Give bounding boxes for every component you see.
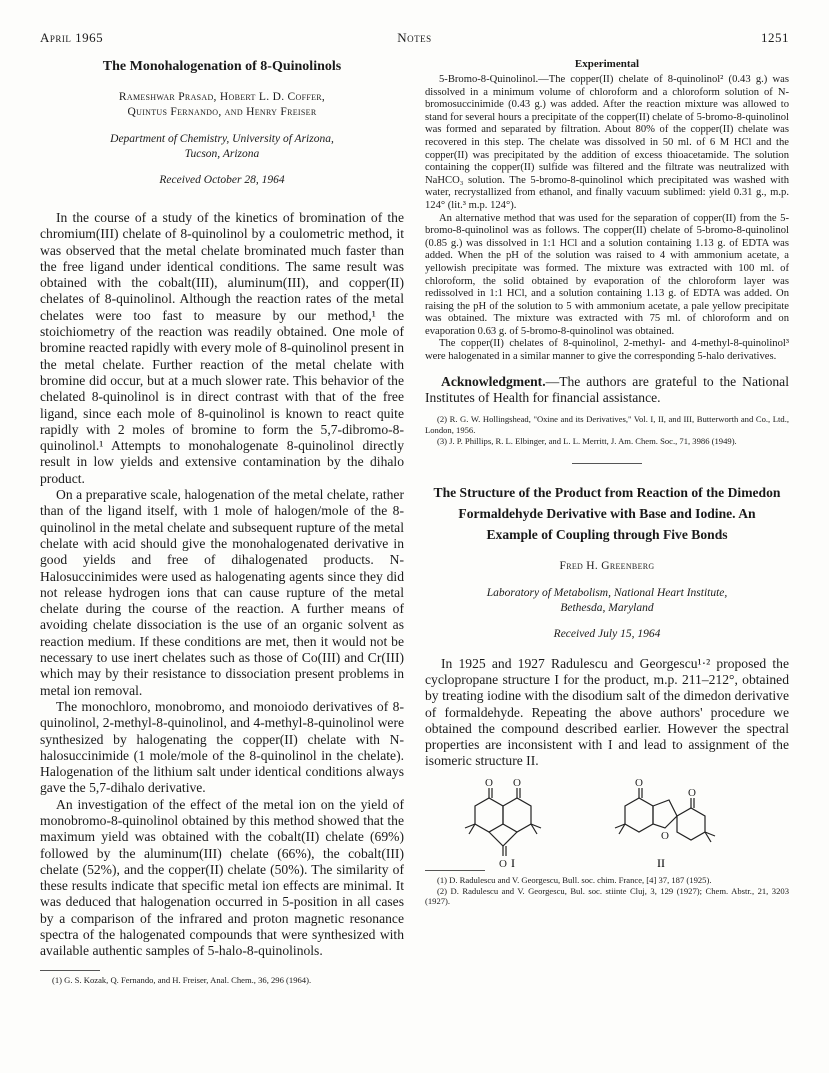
page-number: 1251 — [761, 30, 789, 45]
experimental-body — [425, 74, 789, 364]
running-header-date: April 1965 — [40, 30, 104, 45]
structure-label-I: I — [511, 855, 515, 868]
article-title: The Monohalogenation of 8-Quinolinols — [102, 59, 342, 74]
oxygen-label: O — [499, 857, 507, 868]
paragraph: The copper(II) chelates of 8-quinolinol, 2-methyl- and 4-methyl-8-quinolinol³ were halogenated in a similar manner to give the corresponding 5-halo derivatives. — [425, 338, 789, 363]
acknowledgment-text: —The authors are grateful to the National Institutes of Health for financial assistance. — [425, 373, 789, 405]
affiliation-line: Department of Chemistry, University of Arizona, — [110, 133, 334, 145]
chemical-structures-diagram — [425, 776, 789, 868]
paragraph: 5-Bromo-8-Quinolinol.—The copper(II) chelate of 8-quinolinol² (0.43 g.) was dissolved in a minimum volume of chloroform and a chloroform solution of N-bromosuccinimide (0.43 g.) was added. After the reaction mixture was allowed to stand for several hours a precipitate of the copper(II) chelate of 5-bromo-8-quinolinol was formed and separated by filtration. About 80% of the copper(II) chelate was recovered in this step. The chelate was dissolved in 50 ml. of 6 M HCl and the copper(II) was precipitated by the addition of excess thioacetamide. The solution containing the copper(II) sulfide was filtered and the filtrate was neutralized with NaHCO₃ solution. The 5-bromo-8-quinolinol which precipitated was washed with water, recrystallized from ethanol, and finally vacuum sublimed: yield 0.31 g., m.p. 124° (lit.³ m.p. 124°). — [425, 74, 789, 211]
running-header-section: Notes — [397, 30, 432, 45]
footnote: (1) D. Radulescu and V. Georgescu, Bull. soc. chim. France, [4] 37, 187 (1925). — [437, 874, 712, 885]
oxygen-label: O — [485, 776, 493, 789]
paragraph: In 1925 and 1927 Radulescu and Georgescu¹·² proposed the cyclopropane structure I for the product, m.p. 211–212°, obtained by treating iodine with the disodium salt of the dimedon derivative of formaldehyde. Repeating the above authors' procedure we obtained the compound described earlier. However the spectral properties are inconsistent with I and lead to assignment of the isomeric structure II. — [425, 655, 789, 769]
footnote: (2) D. Radulescu and V. Georgescu, Bul. soc. stiinte Cluj, 3, 129 (1927); Chem. Abstr., 21, 3203 (1927). — [425, 885, 789, 907]
footnote: (1) G. S. Kozak, Q. Fernando, and H. Freiser, Anal. Chem., 36, 296 (1964). — [52, 974, 312, 985]
author-name: Fred H. Greenberg — [559, 559, 655, 572]
footnote-rule — [40, 970, 100, 971]
article-body — [40, 210, 404, 960]
received-date: Received October 28, 1964 — [159, 174, 285, 186]
affiliation-line: Tucson, Arizona — [184, 148, 260, 160]
affiliation — [40, 132, 404, 162]
oxygen-label: O — [635, 776, 643, 789]
paragraph: On a preparative scale, halogenation of the metal chelate, rather than of the ligand itself, with 1 mole of halogen/mole of the 8-quinolinol in the metal chelate and subsequent rupture of the metal chelate with acid should give the monohalogenated derivative in good yields and free of dihalogenated products. N-Halosuccinimides were used as halogenating agents since they did not release hydrogen ions that can cause rupture of the metal chelate during the course of the reaction. A further means of avoiding chelate dissociation is the use of an organic solvent as reaction medium. If these conditions are met, then it would not be necessary to use inert chelates such as those of Co(III) and Cr(III) which may by their resistance to dissociation present problems in metal ion removal. — [40, 487, 404, 698]
oxygen-label: O — [513, 776, 521, 789]
footnote: (2) R. G. W. Hollingshead, "Oxine and its Derivatives," Vol. I, II, and III, Butterworth and Co., Ltd., London, 1956. — [425, 414, 789, 436]
authors-line: Quintus Fernando, and Henry Freiser — [127, 106, 317, 118]
author-list — [40, 90, 404, 120]
paragraph: In the course of a study of the kinetics of bromination of the chromium(III) chelate of 8-quinolinol by a coulometric method, it was observed that the metal chelate brominated much faster than the free ligand under identical conditions. The same result was obtained with the cobalt(III), aluminum(III), and copper(II) chelates of 8-quinolinol. Although the reaction rates of the metal chelates were too fast to measure by our method,¹ the stoichiometry of the reaction was readily obtained. One mole of bromine reacted rapidly with every mole of 8-quinolinol present in the metal chelate. Further reaction of the metal chelate with bromine did occur, but at a much slower rate. This behavior of the chelated 8-quinolinol is in direct contrast with that of the free ligand, since each mole of 8-quinolinol is known to react quite rapidly with 2 moles of bromine to form the 5,7-dibromo-8-quinolinol.¹ Attempts to monohalogenate 8-quinolinol directly result in low yields and extensive contamination by the dihalo product. — [40, 210, 404, 486]
article-separator — [572, 463, 642, 464]
footnote: (3) J. P. Phillips, R. L. Elbinger, and L. L. Merritt, J. Am. Chem. Soc., 71, 3986 (1949). — [437, 435, 737, 446]
authors-line: Rameshwar Prasad, Hobert L. D. Coffer, — [118, 91, 326, 103]
oxygen-label: O — [688, 786, 696, 799]
footnotes — [425, 414, 789, 446]
paragraph: An alternative method that was used for the separation of copper(II) from the 5-bromo-8-quinolinol was as follows. The copper(II) chelate of 5-bromo-8-quinolinol (0.85 g.) was dissolved in 1:1 HCl and a solution containing 1.13 g. of EDTA was added. When the pH of the solution was raised to 4 with ammonium acetate, a yellowish precipitate was formed. The mixture was extracted with 100 ml. of chloroform, the solid obtained by evaporation of the chloroform layer was redissolved in 1:1 HCl, and a solution containing 1.13 g. of EDTA was added. On raising the pH of the solution to 5 with ammonium acetate, a pale yellow precipitate was obtained. The mixture was extracted with 75 ml. of chloroform and on evaporation 0.63 g. of 5-bromo-8-quinolinol was obtained. — [425, 212, 789, 337]
oxygen-label: O — [661, 829, 669, 842]
paragraph: An investigation of the effect of the metal ion on the yield of monobromo-8-quinolinol obtained by this method showed that the maximum yield was obtained with the cobalt(II) chelate (69%) followed by the aluminum(III) chelate (66%), the cobalt(III) chelate (52%), and the copper(II) chelate (50%). The similarity of these results indicate that specific metal ion effects are minimal. It was deduced that halogenation occurred in 5-position in all cases by a comparison of the infrared and proton magnetic resonance spectra of the halogenated compounds that were synthesized with available authentic samples of 5-halo-8-quinolinols. — [40, 796, 404, 959]
received-date: Received July 15, 1964 — [553, 627, 661, 640]
article-title: The Structure of the Product from Reaction of the Dimedon Formaldehyde Derivative with Base and Iodine. An Example of Coupling through Five Bonds — [433, 484, 781, 542]
affiliation — [425, 586, 789, 616]
paragraph: The monochloro, monobromo, and monoiodo derivatives of 8-quinolinol, 2-methyl-8-quinolinol, and 4-methyl-8-quinolinol were synthesized by halogenating the copper(II) chelate with N-halosuccinimide (1 mole/mole of the 8-quinolinol in the chelate). Halogenation of the lithium salt under identical conditions always gave the 5,7-dihalo derivative. — [40, 698, 404, 796]
affiliation-line: Bethesda, Maryland — [560, 601, 654, 614]
section-heading-experimental: Experimental — [574, 58, 640, 70]
footnote-rule — [425, 870, 485, 871]
acknowledgment-heading: Acknowledgment. — [441, 373, 546, 389]
article-body — [425, 656, 789, 770]
acknowledgment — [425, 374, 789, 407]
right-column — [425, 58, 789, 907]
affiliation-line: Laboratory of Metabolism, National Heart Institute, — [486, 586, 728, 599]
structure-label-II: II — [657, 855, 665, 868]
left-column — [40, 58, 404, 985]
